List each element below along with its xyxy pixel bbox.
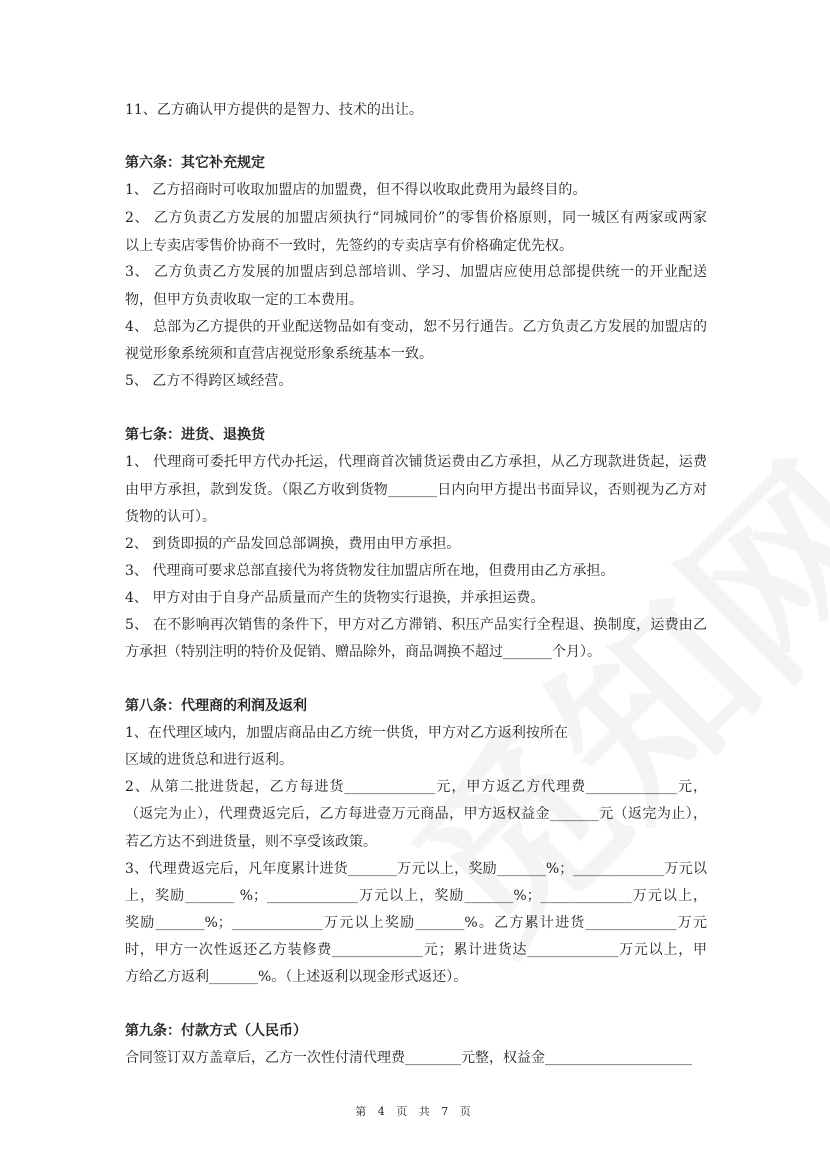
- s8-item-2: 2、从第二批进货起，乙方每进货_____________元，甲方返乙方代理费_____________元，: [125, 779, 707, 795]
- s8-item-2-cont: （返完为止），代理费返完后，乙方每进壹万元商品，甲方返权益金_______元（返完为止），: [125, 806, 707, 822]
- s6-item-1: 1、 乙方招商时可收取加盟店的加盟费，但不得以收取此费用为最终目的。: [125, 182, 587, 198]
- s7-item-2: 2、 到货即损的产品发回总部调换，费用由甲方承担。: [125, 536, 461, 552]
- s8-item-2-cont2: 若乙方达不到进货量，则不享受该政策。: [125, 834, 377, 850]
- s8-item-3-cont3: 时，甲方一次性返还乙方装修费_____________元；累计进货达_____________万元以上，甲: [125, 942, 707, 958]
- s7-item-5: 5、 在不影响再次销售的条件下，甲方对乙方滞销、积压产品实行全程退、换制度，运费由乙: [125, 617, 707, 633]
- s9-item-1: 合同签订双方盖章后，乙方一次性付清代理费________元整，权益金_____________________: [125, 1050, 692, 1066]
- s8-item-3-cont: 上，奖励_______ %；_____________万元以上，奖励_______%；_____________万元以上，: [125, 888, 707, 904]
- s8-item-3-cont4: 方给乙方返利_______%。（上述返利以现金形式返还）。: [125, 969, 468, 985]
- s8-item-3-cont2: 奖励_______%；_____________万元以上奖励_______%。乙方累计进货_____________万元: [125, 915, 707, 931]
- s7-item-1-cont2: 货物的认可）。: [125, 509, 216, 525]
- s8-item-3: 3、代理费返完后，凡年度累计进货_______万元以上，奖励_______%；_____________万元以: [125, 861, 707, 877]
- s8-item-1: 1、在代理区域内，加盟店商品由乙方统一供货，甲方对乙方返利按所在: [125, 725, 568, 741]
- s6-item-4-cont: 视觉形象系统须和直营店视觉形象系统基本一致。: [125, 346, 433, 362]
- section-7-heading: 第七条：进货、退换货: [125, 427, 265, 443]
- s6-item-5: 5、 乙方不得跨区域经营。: [125, 373, 293, 389]
- s7-item-1-cont: 由甲方承担，款到发货。（限乙方收到货物_______日内向甲方提出书面异议，否则视为乙方对: [125, 482, 707, 498]
- s7-item-3: 3、 代理商可要求总部直接代为将货物发往加盟店所在地，但费用由乙方承担。: [125, 563, 615, 579]
- s7-item-1: 1、 代理商可委托甲方代办托运，代理商首次铺货运费由乙方承担，从乙方现款进货起，运费: [125, 454, 707, 470]
- s6-item-4: 4、 总部为乙方提供的开业配送物品如有变动，恕不另行通告。乙方负责乙方发展的加盟店的: [125, 319, 707, 335]
- s6-item-2: 2、 乙方负责乙方发展的加盟店须执行“同城同价”的零售价格原则，同一城区有两家或两家: [125, 210, 707, 226]
- section-6-heading: 第六条：其它补充规定: [125, 155, 265, 171]
- section-9-heading: 第九条：付款方式（人民币）: [125, 1023, 307, 1039]
- s7-item-4: 4、 甲方对由于自身产品质量而产生的货物实行退换，并承担运费。: [125, 590, 545, 606]
- clause-11: 11、乙方确认甲方提供的是智力、技术的出让。: [125, 102, 423, 118]
- s6-item-3-cont: 物，但甲方负责收取一定的工本费用。: [125, 292, 363, 308]
- s8-item-1-cont: 区域的进货总和进行返利。: [125, 752, 293, 768]
- section-8-heading: 第八条：代理商的利润及返利: [125, 698, 307, 714]
- page-number: 第 4 页 共 7 页: [355, 1105, 475, 1118]
- s6-item-2-cont: 以上专卖店零售价协商不一致时，先签约的专卖店享有价格确定优先权。: [125, 238, 573, 254]
- s7-item-5-cont: 方承担（特别注明的特价及促销、赠品除外，商品调换不超过_______个月）。: [125, 644, 601, 660]
- s6-item-3: 3、 乙方负责乙方发展的加盟店到总部培训、学习、加盟店应使用总部提供统一的开业配送: [125, 264, 707, 280]
